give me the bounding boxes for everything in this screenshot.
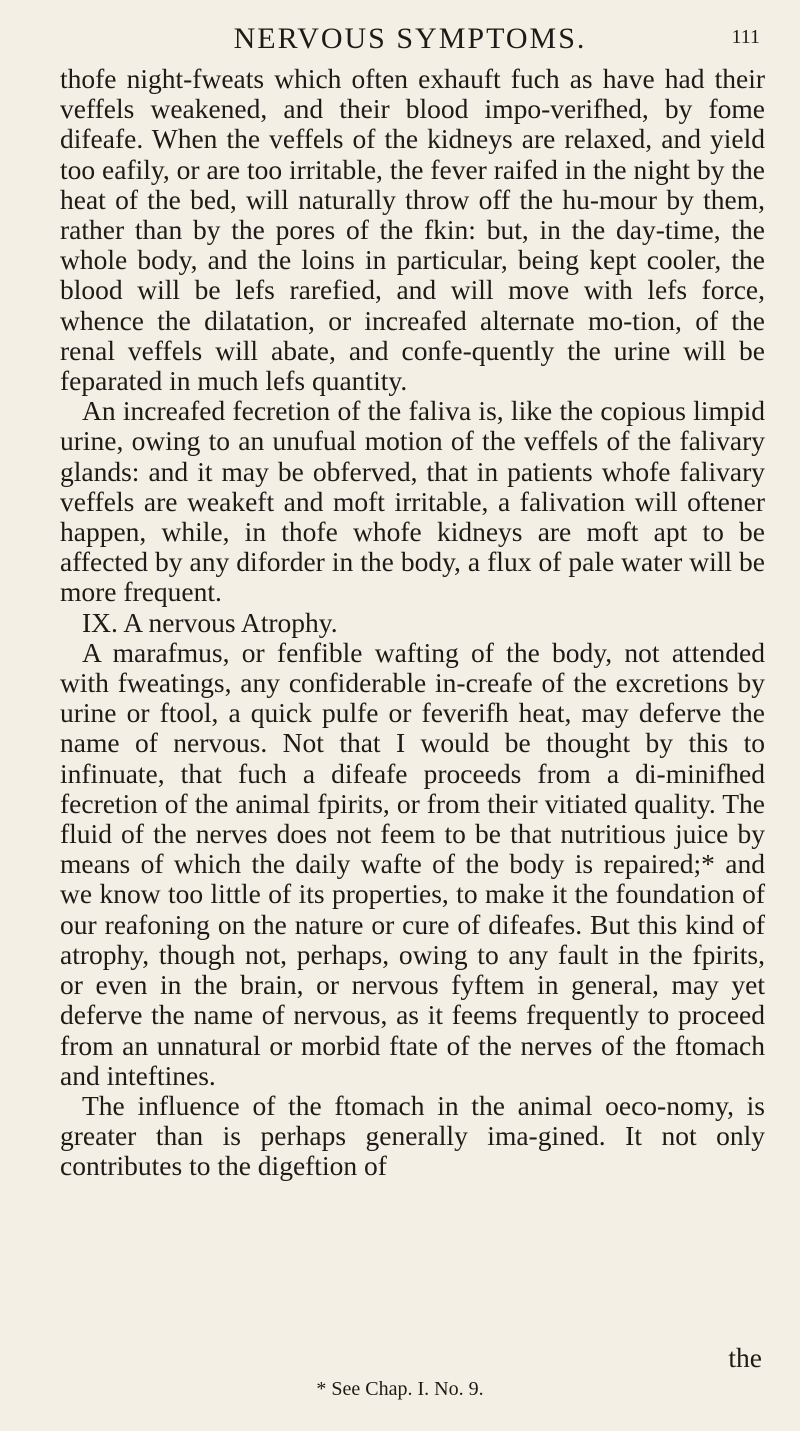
paragraph-night-sweats: thofe night-fweats which often exhauft fuch as have had their veffels weakened, and their blood impo-verifhed, by fome difeafe. When the veffels of the kidneys are relaxed, and yield too eafily, or are too irritable, the fever raifed in the night by the heat of the bed, will naturally throw off the hu-mour by them, rather than by the pores of the fkin: but, in the day-time, the whole body, and the loins in particular, being kept cooler, the blood will be lefs rarefied, and will move with lefs force, whence the dilatation, or increafed alternate mo-tion, of the renal veffels will abate, and confe-quently the urine will be feparated in much lefs quantity. (60, 63, 765, 397)
footnote: * See Chap. I. No. 9. (316, 1378, 484, 1400)
paragraph-stomach: The influence of the ftomach in the animal oeco-nomy, is greater than is perhaps generally ima-gined. It not only contributes to the digeftion of (60, 1089, 765, 1182)
running-head: NERVOUS SYMPTOMS. (233, 22, 587, 55)
page-body (60, 64, 765, 1182)
paragraph-saliva: An increafed fecretion of the faliva is, like the copious limpid urine, owing to an unufual motion of the veffels of the falivary glands: and it may be obferved, that in patients whofe falivary veffels are weakeft and moft irritable, a falivation will oftener happen, while, in thofe whofe kidneys are moft apt to be affected by any diforder in the body, a flux of pale water will be more frequent. (60, 395, 765, 608)
page-number: 111 (731, 26, 760, 48)
catchword: the (728, 1342, 762, 1373)
section-heading: IX. A nervous Atrophy. (82, 606, 338, 638)
page-header (60, 22, 760, 62)
paragraph-marasmus: A marafmus, or fenfible wafting of the body, not attended with fweatings, any confiderable in-creafe of the excretions by urine or ftool, a quick pulfe or feverifh heat, may deferve the name of nervous. Not that I would be thought by this to infinuate, that fuch a difeafe proceeds from a di-minifhed fecretion of the animal fpirits, or from their vitiated quality. The fluid of the nerves does not feem to be that nutritious juice by means of which the daily wafte of the body is repaired;* and we know too little of its properties, to make it the foundation of our reafoning on the nature or cure of difeafes. But this kind of atrophy, though not, perhaps, owing to any fault in the fpirits, or even in the brain, or nervous fyftem in general, may yet deferve the name of nervous, as it feems frequently to proceed from an unnatural or morbid ftate of the nerves of the ftomach and inteftines. (60, 636, 765, 1091)
